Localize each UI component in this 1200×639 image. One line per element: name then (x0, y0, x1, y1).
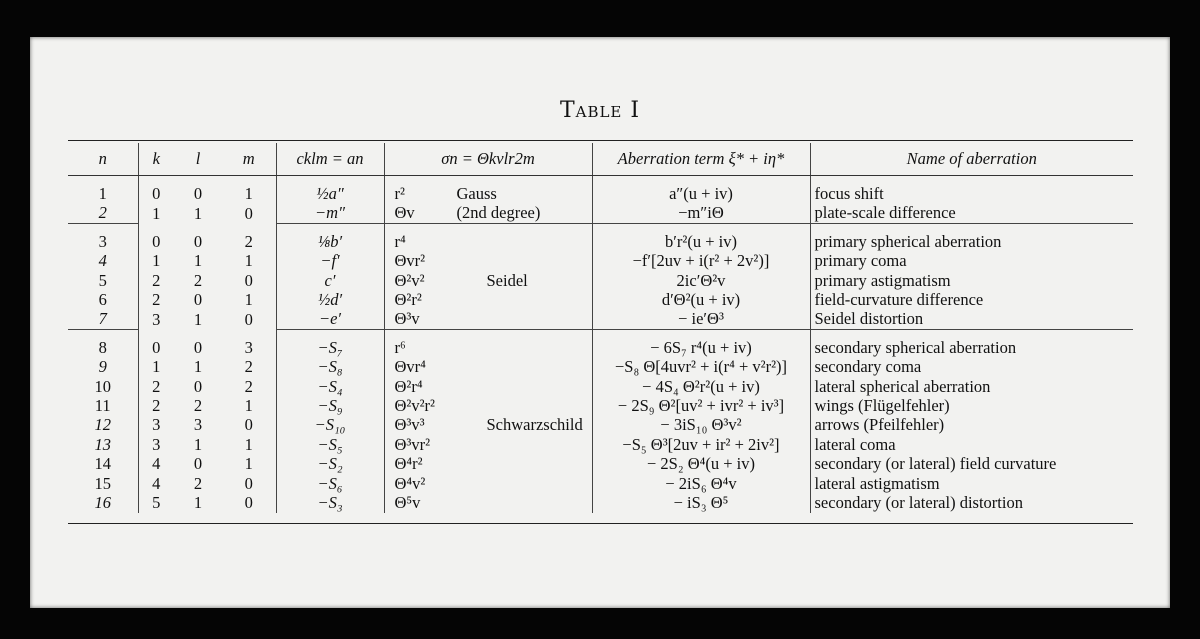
cell-m: 0 (244, 493, 253, 513)
cell-n: 5 (98, 270, 107, 290)
sigma-value: r⁶ (394, 337, 406, 357)
cell-l: 1 (193, 493, 203, 513)
group-label: Schwarzschild (486, 415, 583, 435)
cell-k: 1 (138, 203, 174, 223)
sigma-value: Θ²r² (394, 290, 422, 310)
cell-term: − 2iS₆ Θ⁴v (592, 474, 810, 493)
cell-coefficient: −S₃ (276, 493, 384, 512)
cell-m: 1 (244, 184, 253, 203)
cell-term: − 2S₂ Θ⁴(u + iv) (592, 454, 810, 473)
cell-m: 0 (244, 203, 253, 223)
cell-n: 6 (98, 290, 107, 310)
cell-term: − 4S₄ Θ²r²(u + iv) (592, 377, 810, 396)
cell-l: 1 (193, 203, 203, 223)
group-degree: (2nd degree) (456, 203, 541, 223)
cell-l: 0 (193, 454, 203, 474)
cell-l: 3 (193, 415, 203, 435)
cell-name: arrows (Pfeilfehler) (810, 415, 1133, 434)
cell-n: 16 (94, 493, 111, 513)
cell-l: 1 (193, 434, 203, 454)
col-header-m: m (222, 143, 276, 176)
cell-l: 2 (193, 396, 203, 416)
cell-term: − ie′Θ³ (592, 309, 810, 329)
cell-coefficient: −S₅ (276, 435, 384, 454)
cell-term: b′r²(u + iv) (592, 223, 810, 251)
cell-sigma (384, 329, 592, 357)
cell-l: 0 (193, 290, 203, 310)
cell-l: 1 (193, 357, 203, 377)
sigma-value: Θ²r⁴ (394, 376, 423, 396)
cell-name: primary astigmatism (810, 271, 1133, 290)
cell-k: 2 (138, 271, 174, 290)
cell-sigma (384, 474, 592, 493)
table-row (68, 271, 1133, 290)
sigma-value: Θ⁴r² (394, 454, 423, 474)
cell-n: 2 (98, 203, 107, 223)
cell-n: 12 (94, 415, 111, 435)
cell-coefficient: −S₄ (276, 377, 384, 396)
cell-k: 0 (138, 223, 174, 251)
cell-name: secondary coma (810, 357, 1133, 376)
table-row (68, 329, 1133, 357)
cell-k: 0 (138, 176, 174, 204)
sigma-value: Θ³vr² (394, 434, 431, 454)
cell-l: 1 (193, 251, 203, 271)
cell-name: field-curvature difference (810, 290, 1133, 309)
cell-name: secondary (or lateral) field curvature (810, 454, 1133, 473)
cell-m: 1 (244, 434, 253, 454)
cell-n: 1 (98, 184, 107, 203)
cell-m: 1 (244, 396, 253, 416)
cell-n: 3 (68, 223, 138, 251)
col-header-coefficient: cklm = an (276, 143, 384, 176)
cell-m: 0 (244, 270, 253, 290)
cell-n: 8 (68, 329, 138, 357)
table-row (68, 435, 1133, 454)
cell-n: 15 (94, 473, 111, 493)
sigma-value: Θ⁵v (394, 493, 421, 513)
cell-coefficient: c′ (276, 271, 384, 290)
sigma-value: Θ³v³ (394, 415, 425, 435)
cell-sigma (384, 290, 592, 309)
cell-name: plate-scale difference (810, 203, 1133, 223)
cell-name: secondary spherical aberration (810, 329, 1133, 357)
cell-n: 9 (98, 357, 107, 377)
cell-k: 5 (138, 493, 174, 512)
cell-k: 2 (138, 290, 174, 309)
table-row (68, 377, 1133, 396)
header-row (68, 143, 1133, 176)
table-row (68, 474, 1133, 493)
cell-l: 2 (193, 270, 203, 290)
cell-m: 1 (244, 290, 253, 310)
aberration-table (68, 140, 1133, 524)
cell-m: 2 (244, 231, 253, 251)
col-header-n: n (68, 143, 138, 176)
sigma-value: Θ⁴v² (394, 473, 426, 493)
cell-l: 0 (193, 337, 203, 357)
cell-sigma (384, 176, 592, 204)
sigma-value: r⁴ (394, 231, 406, 251)
table-row (68, 454, 1133, 473)
cell-term: − 6S₇ r⁴(u + iv) (592, 329, 810, 357)
cell-name: lateral coma (810, 435, 1133, 454)
cell-term: − 2S₉ Θ²[uv² + ivr² + iv³] (592, 396, 810, 415)
cell-sigma (384, 454, 592, 473)
cell-coefficient: ⅛b′ (276, 223, 384, 251)
cell-term: −m″iΘ (592, 203, 810, 223)
cell-name: Seidel distortion (810, 309, 1133, 329)
cell-n: 10 (94, 376, 111, 396)
col-header-term: Aberration term ξ* + iη* (592, 143, 810, 176)
cell-term: −S₅ Θ³[2uv + ir² + 2iv²] (592, 435, 810, 454)
cell-coefficient: −e′ (276, 309, 384, 329)
cell-coefficient: −S₇ (276, 329, 384, 357)
cell-term: −S₈ Θ[4uvr² + i(r⁴ + v²r²)] (592, 357, 810, 376)
cell-name: wings (Flügelfehler) (810, 396, 1133, 415)
cell-term: d′Θ²(u + iv) (592, 290, 810, 309)
cell-name: lateral astigmatism (810, 474, 1133, 493)
cell-sigma (384, 396, 592, 415)
cell-n: 4 (98, 251, 107, 271)
table-body (68, 176, 1133, 513)
cell-l: 2 (193, 473, 203, 493)
group-label: Gauss (456, 184, 497, 203)
cell-k: 1 (138, 357, 174, 376)
cell-name: primary coma (810, 251, 1133, 270)
group-label: Seidel (486, 270, 528, 290)
cell-m: 0 (244, 415, 253, 435)
cell-term: −f′[2uv + i(r² + 2v²)] (592, 251, 810, 270)
cell-l: 0 (193, 184, 203, 203)
cell-sigma (384, 271, 592, 290)
table-title: Table I (559, 98, 641, 123)
sigma-value: r² (394, 184, 405, 203)
cell-k: 3 (138, 415, 174, 434)
cell-sigma (384, 203, 592, 223)
cell-l: 0 (193, 231, 203, 251)
col-header-sigma: σn = Θkvlr2m (384, 143, 592, 176)
cell-k: 3 (138, 435, 174, 454)
cell-term: − iS₃ Θ⁵ (592, 493, 810, 512)
sigma-value: Θvr⁴ (394, 357, 426, 377)
cell-m: 0 (244, 309, 253, 329)
cell-coefficient: −S₁₀ (276, 415, 384, 434)
cell-k: 2 (138, 377, 174, 396)
col-header-l: l (174, 143, 222, 176)
cell-k: 4 (138, 474, 174, 493)
cell-m: 2 (244, 376, 253, 396)
cell-m: 3 (244, 337, 253, 357)
cell-sigma (384, 309, 592, 329)
sigma-value: Θv (394, 203, 415, 223)
cell-m: 2 (244, 357, 253, 377)
sigma-value: Θ³v (394, 309, 420, 329)
sigma-value: Θ²v²r² (394, 396, 436, 416)
cell-sigma (384, 357, 592, 376)
col-header-name: Name of aberration (810, 143, 1133, 176)
table-row (68, 493, 1133, 512)
cell-m: 1 (244, 454, 253, 474)
table-row (68, 223, 1133, 251)
sigma-value: Θvr² (394, 251, 426, 271)
cell-n: 7 (98, 309, 107, 329)
cell-sigma (384, 251, 592, 270)
cell-term: − 3iS₁₀ Θ³v² (592, 415, 810, 434)
cell-sigma (384, 493, 592, 512)
cell-coefficient: −S₈ (276, 357, 384, 376)
cell-k: 1 (138, 251, 174, 270)
cell-k: 4 (138, 454, 174, 473)
cell-sigma (384, 223, 592, 251)
table-row (68, 415, 1133, 434)
cell-k: 3 (138, 309, 174, 329)
cell-term: a″(u + iv) (592, 176, 810, 204)
cell-m: 1 (244, 251, 253, 271)
col-header-k: k (138, 143, 174, 176)
cell-n: 13 (94, 434, 111, 454)
cell-k: 0 (138, 329, 174, 357)
cell-l: 0 (193, 376, 203, 396)
cell-coefficient: −S₉ (276, 396, 384, 415)
cell-sigma (384, 415, 592, 434)
cell-coefficient: ½a″ (276, 176, 384, 204)
cell-term: 2ic′Θ²v (592, 271, 810, 290)
table-row (68, 203, 1133, 223)
cell-sigma (384, 377, 592, 396)
cell-coefficient: −S₆ (276, 474, 384, 493)
cell-coefficient: −m″ (276, 203, 384, 223)
cell-sigma (384, 435, 592, 454)
cell-l: 1 (193, 309, 203, 329)
cell-name: lateral spherical aberration (810, 377, 1133, 396)
table-row (68, 176, 1133, 204)
table-row (68, 396, 1133, 415)
cell-name: primary spherical aberration (810, 223, 1133, 251)
table-row (68, 251, 1133, 270)
cell-coefficient: −f′ (276, 251, 384, 270)
cell-coefficient: ½d′ (276, 290, 384, 309)
cell-m: 0 (244, 473, 253, 493)
cell-n: 14 (94, 454, 111, 474)
table-row (68, 357, 1133, 376)
sigma-value: Θ²v² (394, 270, 425, 290)
cell-name: focus shift (810, 176, 1133, 204)
cell-n: 11 (94, 396, 111, 416)
cell-coefficient: −S₂ (276, 454, 384, 473)
table-row (68, 290, 1133, 309)
cell-k: 2 (138, 396, 174, 415)
cell-name: secondary (or lateral) distortion (810, 493, 1133, 512)
table-row (68, 309, 1133, 329)
